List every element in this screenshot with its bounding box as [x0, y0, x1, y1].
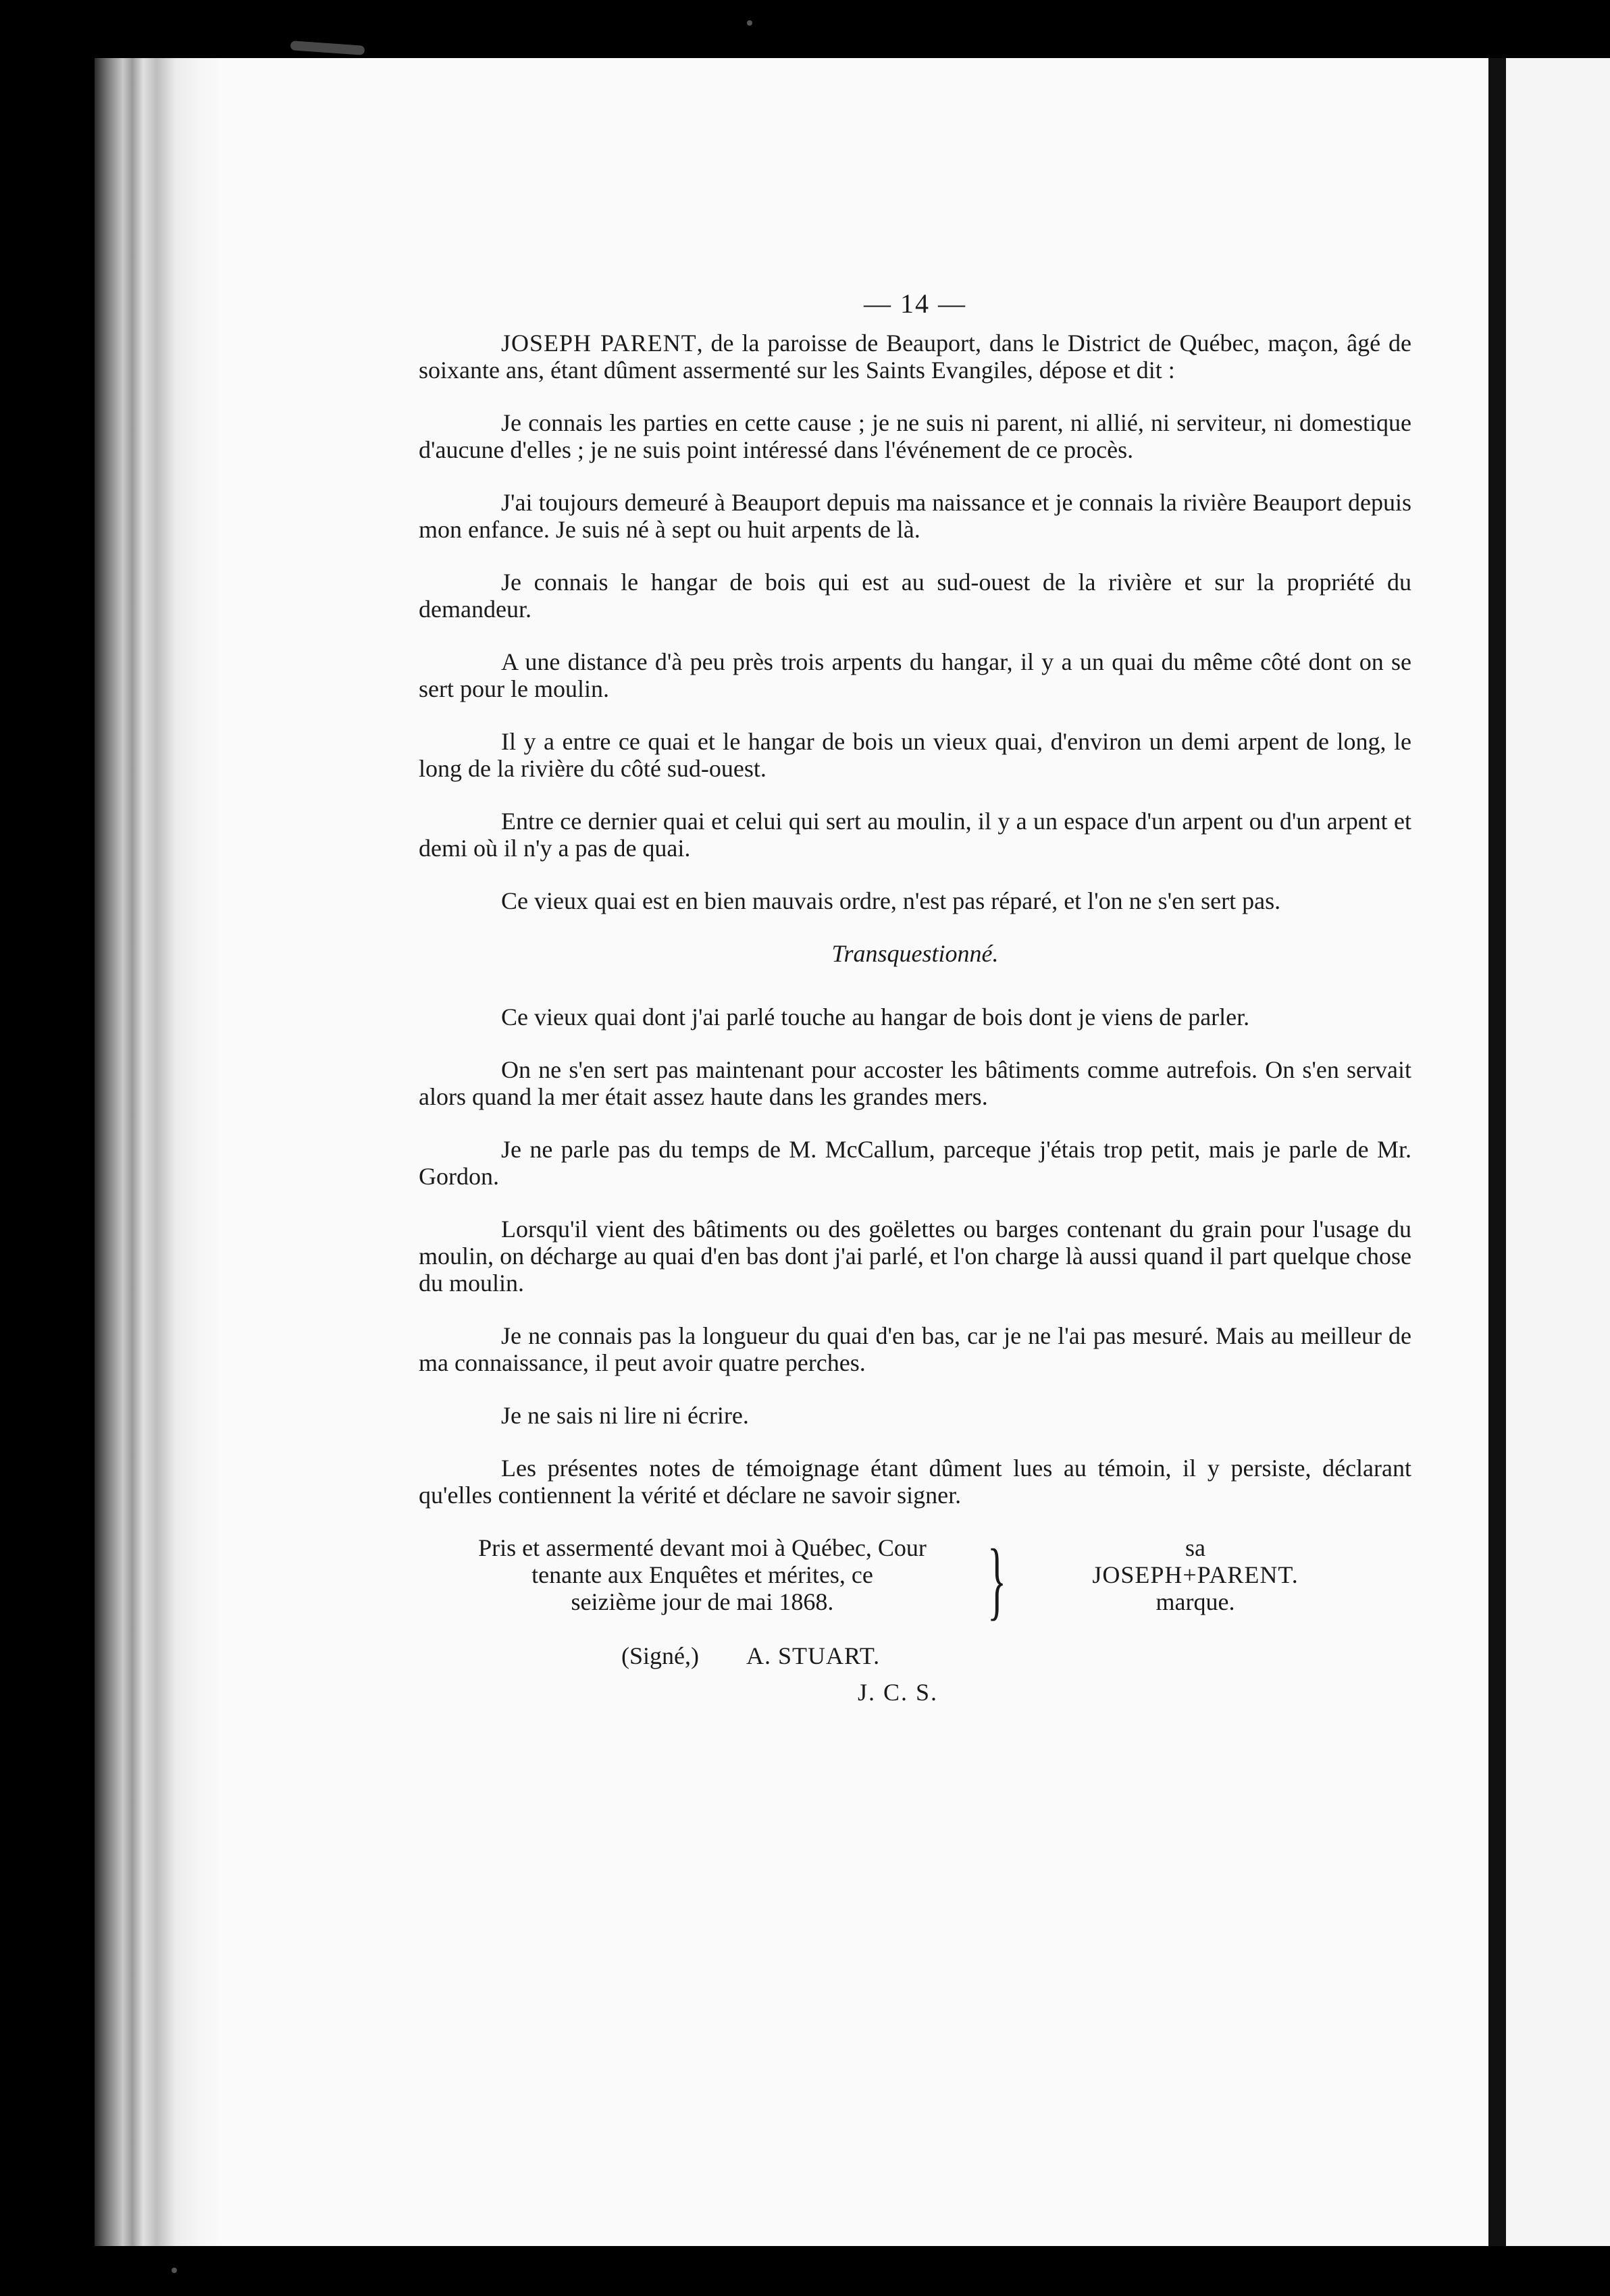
cross-examination-paragraph: Les présentes notes de témoignage étant dûment lues au témoin, il y persiste, déclarant qu'elles contiennent la vérité et déclare ne savoir signer. — [419, 1455, 1411, 1509]
mark-name: JOSEPH+PARENT. — [1092, 1561, 1299, 1588]
scan-speck — [172, 2268, 177, 2273]
cross-examination-paragraph: Ce vieux quai dont j'ai parlé touche au hangar de bois dont je viens de parler. — [501, 1003, 1250, 1030]
page-binding-gutter — [95, 58, 223, 2246]
deposition-intro — [419, 330, 1411, 384]
signer-title: J. C. S. — [858, 1679, 939, 1706]
deposition-paragraph: Ce vieux quai est en bien mauvais ordre, n'est pas réparé, et l'on ne s'en sert pas. — [501, 887, 1281, 914]
signed-line — [621, 1642, 880, 1669]
sworn-line: seizième jour de mai 1868. — [571, 1588, 834, 1615]
cross-examination-heading: Transquestionné. — [831, 940, 999, 967]
page-edge-shadow — [1488, 58, 1506, 2246]
page-content — [419, 288, 1412, 1706]
sworn-line: Pris et assermenté devant moi à Québec, Cour — [478, 1534, 927, 1561]
mark-bottom-label: marque. — [1155, 1588, 1235, 1615]
deposition-paragraph: Je connais les parties en cette cause ; je ne suis ni parent, ni allié, ni serviteur, ni domestique d'aucune d'elles ; je ne suis point intéressé dans l'événement de ce procès. — [419, 409, 1411, 463]
deposition-paragraph: Il y a entre ce quai et le hangar de bois un vieux quai, d'environ un demi arpent de long, le long de la rivière du côté sud-ouest. — [419, 728, 1411, 782]
scan-smudge — [290, 41, 365, 55]
page-number: — 14 — — [864, 288, 966, 319]
curly-brace: } — [987, 1532, 1007, 1629]
cross-examination-paragraph: Je ne parle pas du temps de M. McCallum, parceque j'étais trop petit, mais je parle de Mr. Gordon. — [419, 1136, 1411, 1190]
scan-speck — [747, 20, 752, 26]
signer-name: A. STUART. — [746, 1642, 881, 1669]
intro-text: , de la paroisse de Beauport, dans le District de Québec, maçon, âgé de soixante ans, étant dûment assermenté sur les Saints Evangiles, dépose et dit : — [419, 330, 1412, 384]
cross-examination-paragraph: Je ne sais ni lire ni écrire. — [501, 1402, 749, 1429]
witness-name: JOSEPH PARENT — [501, 330, 697, 357]
mark-top-label: sa — [1185, 1534, 1205, 1561]
adjacent-page-edge — [1506, 58, 1610, 2246]
deposition-paragraph: Entre ce dernier quai et celui qui sert au moulin, il y a un espace d'un arpent ou d'un arpent et demi où il n'y a pas de quai. — [419, 808, 1411, 862]
witness-mark — [1047, 1534, 1344, 1615]
signature-block — [419, 1532, 1411, 1706]
cross-examination-paragraph: On ne s'en sert pas maintenant pour accoster les bâtiments comme autrefois. On s'en servait alors quand la mer était assez haute dans les grandes mers. — [419, 1056, 1411, 1110]
cross-examination-paragraph: Lorsqu'il vient des bâtiments ou des goëlettes ou barges contenant du grain pour l'usage du moulin, on décharge au quai d'en bas dont j'ai parlé, et l'on charge là aussi quand il part quelque chose du moulin. — [419, 1216, 1411, 1297]
deposition-paragraph: Je connais le hangar de bois qui est au sud-ouest de la rivière et sur la propriété du demandeur. — [419, 569, 1411, 623]
deposition-paragraph: A une distance d'à peu près trois arpents du hangar, il y a un quai du même côté dont on se sert pour le moulin. — [419, 648, 1411, 702]
cross-examination-paragraph: Je ne connais pas la longueur du quai d'en bas, car je ne l'ai pas mesuré. Mais au meilleur de ma connaissance, il peut avoir quatre perches. — [419, 1322, 1411, 1376]
signed-label: (Signé,) — [621, 1642, 699, 1669]
deposition-paragraph: J'ai toujours demeuré à Beauport depuis ma naissance et je connais la rivière Beauport depuis mon enfance. Je suis né à sept ou huit arpents de là. — [419, 489, 1411, 543]
sworn-before-statement — [419, 1534, 986, 1615]
sworn-line: tenante aux Enquêtes et mérites, ce — [531, 1561, 873, 1588]
